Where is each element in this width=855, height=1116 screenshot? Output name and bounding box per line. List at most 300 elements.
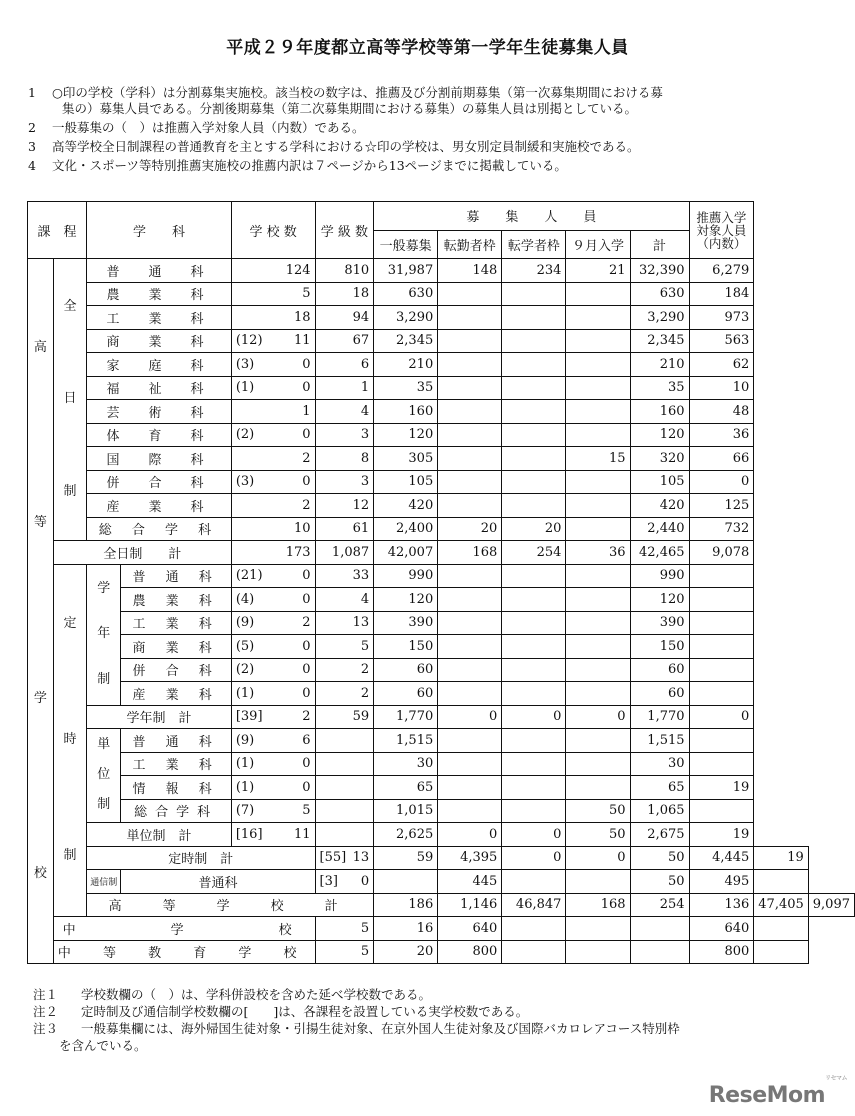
classes-cell: 3 [315,423,374,447]
general-cell: 35 [374,376,438,400]
recommend-cell: 184 [689,282,754,306]
transfer-school-cell [502,729,566,753]
transfer-work-cell [438,329,502,353]
transfer-school-cell: 234 [502,259,566,283]
general-cell: 120 [374,588,438,612]
transfer-school-cell [566,940,630,964]
recommend-cell: 19 [689,776,754,800]
september-cell: 21 [566,259,630,283]
classes-cell: 1,146 [438,893,502,917]
parttime-total-row [28,846,855,870]
total-cell: 210 [630,353,689,377]
classes-cell: 3 [315,470,374,494]
dept-cell: 普 通 科 [121,564,231,588]
total-cell: 60 [630,658,689,682]
total-cell: 1,065 [630,799,689,823]
paren-count: (3) [235,474,255,490]
schools-cell [231,306,315,330]
paren-count: [55] [319,850,347,866]
classes-cell: 8 [315,447,374,471]
header-total: 計 [630,230,689,259]
total-cell: 35 [630,376,689,400]
recommend-cell [689,635,754,659]
schools-value: 0 [302,756,311,772]
header-course: 課 程 [28,202,87,259]
classes-cell: 59 [315,705,374,729]
transfer-work-cell [502,917,566,941]
general-cell: 30 [374,752,438,776]
header-recommend: 推薦入学 対象人員 （内数） [689,202,754,259]
classes-cell: 4 [315,588,374,612]
transfer-work-cell: 148 [438,259,502,283]
paren-count: (12) [235,333,263,349]
total-cell: 42,465 [630,541,689,565]
header-transfer-school: 転学者枠 [502,230,566,259]
schools-cell: 5 [315,917,374,941]
dept-cell: 併 合 科 [121,658,231,682]
total-cell: 640 [689,917,754,941]
recommend-cell: 6,279 [689,259,754,283]
recommend-cell [689,588,754,612]
schools-value: 5 [302,803,311,819]
general-cell: 160 [374,400,438,424]
recommend-cell: 0 [689,705,754,729]
recommend-cell: 732 [689,517,754,541]
paren-count: (1) [235,779,255,795]
transfer-work-cell: 0 [438,705,502,729]
correspondence-label: 通信制 [87,870,121,894]
total-cell: 47,405 [754,893,809,917]
classes-cell: 810 [315,259,374,283]
september-cell: 50 [566,823,630,847]
schools-cell [231,776,315,800]
classes-cell: 2 [315,682,374,706]
september-cell [566,682,630,706]
transfer-school-cell: 0 [502,705,566,729]
paren-count: (7) [235,803,255,819]
vertical-char: 年 [97,626,111,642]
table-row [28,564,855,588]
schools-value: 0 [302,638,311,654]
course-high-school [28,259,54,964]
credit-total-row [28,823,855,847]
recommend-cell: 19 [689,823,754,847]
schools-cell [231,564,315,588]
transfer-work-cell: 0 [502,846,566,870]
schools-value: 0 [302,591,311,607]
general-cell: 640 [438,917,502,941]
transfer-work-cell: 168 [566,893,630,917]
transfer-school-cell [502,635,566,659]
vertical-char: 制 [63,484,77,500]
transfer-school-cell [566,870,630,894]
september-cell [566,517,630,541]
september-cell [566,752,630,776]
september-cell [566,611,630,635]
header-schools: 学 校 数 [231,202,315,259]
transfer-school-cell [502,306,566,330]
transfer-work-cell [438,588,502,612]
september-cell [566,282,630,306]
schools-cell [231,423,315,447]
september-cell [566,423,630,447]
schools-cell [315,846,374,870]
schools-value: 124 [285,262,311,278]
table-row [28,517,855,541]
schools-value: 0 [360,873,370,889]
classes-cell [315,752,374,776]
transfer-school-cell: 20 [502,517,566,541]
transfer-work-cell [438,799,502,823]
schools-value: 0 [302,380,311,396]
schools-cell [231,494,315,518]
recommend-cell: 62 [689,353,754,377]
schools-value: 173 [285,544,311,560]
general-cell: 2,345 [374,329,438,353]
schools-value: 10 [293,521,311,537]
schools-value: 0 [302,427,311,443]
total-cell: 1,770 [630,705,689,729]
dept-cell: 総合学科 [121,799,231,823]
paren-count: (2) [235,662,255,678]
general-cell: 445 [438,870,502,894]
classes-cell [315,729,374,753]
classes-cell: 59 [374,846,438,870]
transfer-school-cell [502,353,566,377]
note-1: 1 ○印の学校（学科）は分割募集実施校。該当校の数字は、推薦及び分割前期募集（第一次募集期間における募 集の）募集人員である。分割後期募集（第二次募集期間における募集）の募集人員は別掲としている。 [28,85,663,116]
classes-cell [315,776,374,800]
dept-cell: 工 業 科 [121,752,231,776]
general-cell: 305 [374,447,438,471]
schools-value: 13 [352,850,370,866]
total-cell: 2,345 [630,329,689,353]
transfer-work-cell: 20 [438,517,502,541]
transfer-school-cell [502,282,566,306]
total-cell: 120 [630,588,689,612]
transfer-work-cell [438,776,502,800]
september-cell [566,470,630,494]
september-cell [566,776,630,800]
summary-label: 高 等 学 校 計 [87,893,374,917]
schools-value: 5 [302,286,311,302]
recommend-cell: 19 [754,846,809,870]
september-cell [566,306,630,330]
recommend-cell [689,752,754,776]
footnote-1: 注１ 学校数欄の（ ）は、学科併設校を含めた延べ学校数である。 [33,987,432,1002]
total-cell: 420 [630,494,689,518]
recommend-cell: 66 [689,447,754,471]
vertical-char: 高 [33,340,47,356]
vertical-char: 等 [33,515,47,531]
total-cell: 495 [689,870,754,894]
paren-count: (1) [235,380,255,396]
transfer-school-cell [502,611,566,635]
transfer-work-cell [438,494,502,518]
schools-value: 0 [302,779,311,795]
transfer-school-cell [502,658,566,682]
schools-cell [231,541,315,565]
september-cell: 36 [566,541,630,565]
header-row-1 [28,202,855,231]
transfer-work-cell [502,940,566,964]
table-row [28,470,855,494]
classes-cell: 94 [315,306,374,330]
table-row [28,447,855,471]
table-row [28,635,855,659]
recommend-cell: 9,097 [808,893,854,917]
general-cell: 1,515 [374,729,438,753]
table-row [28,282,855,306]
recommend-cell [689,799,754,823]
general-cell: 2,400 [374,517,438,541]
dept-cell: 情 報 科 [121,776,231,800]
transfer-work-cell [502,870,566,894]
transfer-school-cell: 0 [566,846,630,870]
transfer-work-cell [438,564,502,588]
total-cell: 2,440 [630,517,689,541]
schools-cell [231,470,315,494]
general-cell: 630 [374,282,438,306]
general-cell: 1,015 [374,799,438,823]
transfer-school-cell [502,470,566,494]
summary-label: 中 等 教 育 学 校 [53,940,315,964]
footnote-3-cont: を含んでいる。 [59,1038,147,1053]
transfer-work-cell [438,353,502,377]
recommend-cell [754,940,809,964]
transfer-school-cell [502,776,566,800]
schools-value: 2 [302,615,311,631]
total-cell: 2,675 [630,823,689,847]
classes-cell: 2 [315,658,374,682]
table-row [28,682,855,706]
total-cell: 800 [689,940,754,964]
table-row [28,776,855,800]
total-cell: 3,290 [630,306,689,330]
dept-cell: 工 業 科 [87,306,232,330]
summary-label: 中 学 校 [53,917,315,941]
table-row [28,611,855,635]
vertical-char: 制 [63,848,77,864]
recommend-cell [754,870,809,894]
vertical-char: 全 [63,298,77,314]
september-cell [566,376,630,400]
transfer-school-cell [502,400,566,424]
transfer-school-cell [502,376,566,400]
table-row [28,400,855,424]
resemom-logo: ReseMom$^{リセマム}$ [708,1074,847,1108]
schools-cell [231,400,315,424]
schools-cell [231,682,315,706]
dept-cell: 総 合 学 科 [87,517,232,541]
vertical-char: 学 [33,690,47,706]
dept-cell: 福 祉 科 [87,376,232,400]
recommend-cell [689,611,754,635]
schools-cell: 5 [315,940,374,964]
dept-cell: 商 業 科 [87,329,232,353]
schools-value: 0 [302,568,311,584]
header-dept: 学 科 [87,202,232,259]
vertical-char: 制 [97,672,111,688]
table-row [28,423,855,447]
transfer-school-cell [502,682,566,706]
dept-cell: 国 際 科 [87,447,232,471]
classes-cell: 1,087 [315,541,374,565]
september-cell [566,494,630,518]
course-grade-system [87,564,121,705]
course-parttime [53,564,86,917]
dept-cell: 芸 術 科 [87,400,232,424]
vertical-char: 定 [63,615,77,631]
classes-cell [374,870,438,894]
transfer-work-cell [438,376,502,400]
transfer-school-cell [502,447,566,471]
schools-cell [231,752,315,776]
total-cell: 390 [630,611,689,635]
transfer-school-cell: 254 [630,893,689,917]
table-row [28,752,855,776]
transfer-work-cell [438,282,502,306]
paren-count: (9) [235,732,255,748]
general-cell: 60 [374,682,438,706]
general-cell: 420 [374,494,438,518]
dept-cell: 普 通 科 [121,729,231,753]
general-cell: 990 [374,564,438,588]
subtotal-label: 全日制 計 [53,541,231,565]
schools-value: 0 [302,356,311,372]
total-cell: 150 [630,635,689,659]
recommend-cell: 9,078 [689,541,754,565]
recommend-cell [689,729,754,753]
recommend-cell: 125 [689,494,754,518]
recommend-cell [689,682,754,706]
total-cell: 60 [630,682,689,706]
september-cell [566,658,630,682]
total-cell: 160 [630,400,689,424]
vertical-char: 位 [97,767,111,783]
transfer-school-cell [502,752,566,776]
header-general: 一般募集 [374,230,438,259]
general-cell: 800 [438,940,502,964]
general-cell: 60 [374,658,438,682]
paren-count: [3] [319,873,338,889]
schools-value: 18 [293,309,311,325]
september-cell: 50 [630,846,689,870]
september-cell [566,400,630,424]
vertical-char: 校 [33,865,47,881]
general-cell: 390 [374,611,438,635]
schools-value: 11 [293,333,311,349]
transfer-work-cell [438,658,502,682]
classes-cell: 20 [374,940,438,964]
paren-count: (21) [235,568,263,584]
dept-cell: 産 業 科 [121,682,231,706]
summary-row [28,917,855,941]
september-cell: 50 [566,799,630,823]
general-cell: 31,987 [374,259,438,283]
september-cell [566,329,630,353]
summary-row [28,940,855,964]
transfer-work-cell [438,729,502,753]
table-row [28,588,855,612]
subtotal-label: 定時制 計 [87,846,315,870]
transfer-work-cell [438,470,502,494]
transfer-work-cell [438,682,502,706]
september-cell: 0 [566,705,630,729]
transfer-work-cell: 0 [438,823,502,847]
table-row [28,729,855,753]
schools-cell [231,799,315,823]
subtotal-label: 単位制 計 [87,823,232,847]
recommend-cell: 0 [689,470,754,494]
schools-value: 6 [302,732,311,748]
header-transfer-work: 転勤者枠 [438,230,502,259]
transfer-school-cell: 0 [502,823,566,847]
table-row [28,658,855,682]
recommend-cell: 48 [689,400,754,424]
classes-cell: 6 [315,353,374,377]
schools-cell [231,517,315,541]
general-cell: 150 [374,635,438,659]
header-recruit-group: 募 集 人 員 [374,202,689,231]
header-september: ９月入学 [566,230,630,259]
footnote-2: 注２ 定時制及び通信制学校数欄の[ ]は、各課程を設置している実学校数である。 [33,1004,529,1019]
header-classes: 学 級 数 [315,202,374,259]
grade-total-row [28,705,855,729]
schools-value: 2 [302,709,311,725]
schools-cell [231,282,315,306]
page-title: 平成２９年度都立高等学校等第一学年生徒募集人員 [226,38,629,58]
total-cell: 120 [630,423,689,447]
classes-cell: 1 [315,376,374,400]
table-row [28,259,855,283]
dept-cell: 商 業 科 [121,635,231,659]
transfer-school-cell [566,917,630,941]
dept-cell: 体 育 科 [87,423,232,447]
schools-cell [231,259,315,283]
classes-cell: 13 [315,611,374,635]
transfer-work-cell [438,752,502,776]
vertical-char: 学 [97,580,111,596]
recommend-cell: 973 [689,306,754,330]
schools-cell [231,447,315,471]
schools-value: 0 [302,662,311,678]
notes-bottom [33,986,833,1054]
recommend-cell [754,917,809,941]
general-cell: 3,290 [374,306,438,330]
transfer-school-cell [502,564,566,588]
total-cell: 4,445 [689,846,754,870]
general-cell: 210 [374,353,438,377]
paren-count: (3) [235,356,255,372]
note-3: 3 高等学校全日制課程の普通教育を主とする学科における☆印の学校は、男女別定員制緩和実施校である。 [28,139,640,154]
schools-cell [231,658,315,682]
transfer-work-cell [438,611,502,635]
september-cell [630,940,689,964]
note-2: 2 一般募集の（ ）は推薦入学対象人員（内数）である。 [28,120,365,135]
classes-cell: 33 [315,564,374,588]
general-cell: 4,395 [438,846,502,870]
transfer-work-cell [438,447,502,471]
course-fulltime [53,259,86,541]
total-cell: 1,515 [630,729,689,753]
transfer-school-cell [502,799,566,823]
paren-count: (1) [235,685,255,701]
transfer-work-cell [438,400,502,424]
classes-cell: 5 [315,635,374,659]
table-row [28,376,855,400]
classes-cell: 18 [315,282,374,306]
total-cell: 105 [630,470,689,494]
